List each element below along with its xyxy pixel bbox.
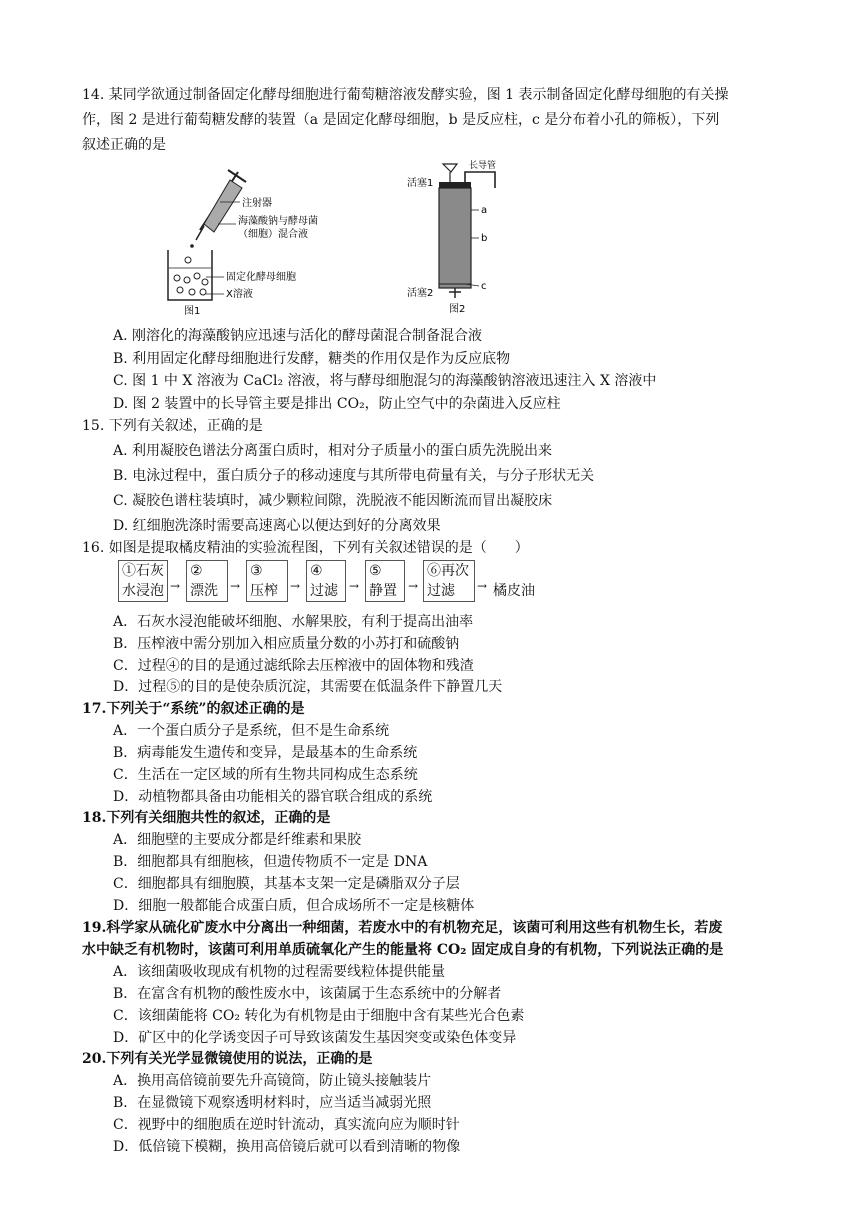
flow-step-4: ④ 过滤 [306,560,346,602]
q15-stem: 15. 下列有关叙述，正确的是 [82,418,263,434]
q15-option-c: C. 凝胶色谱柱装填时，减少颗粒间隙，洗脱液不能因断流而冒出凝胶床 [113,493,553,509]
q17-option-d: D．动植物都具备由功能相关的器官联合组成的系统 [113,789,433,805]
q20-option-b: B．在显微镜下观察透明材料时，应当适当减弱光照 [113,1095,432,1111]
q19-stem-line2: 水中缺乏有机物时，该菌可利用单质硫氧化产生的能量将 CO₂ 固定成自身的有机物，下列说法正确的是 [82,942,724,958]
figure-2 [405,158,545,318]
q16-option-a: A．石灰水浸泡能破坏细胞、水解果胶，有利于提高出油率 [113,614,474,630]
flow-step-1: ①石灰 水浸泡 [118,560,168,602]
arrow-right-icon: → [170,579,181,593]
q20-stem: 20.下列有关光学显微镜使用的说法，正确的是 [82,1051,373,1067]
flow-step-5: ⑤ 静置 [365,560,405,602]
q18-option-c: C．细胞都具有细胞膜，其基本支架一定是磷脂双分子层 [113,876,460,892]
arrow-right-icon: → [408,579,419,593]
fig2-label-a: a [481,205,488,216]
arrow-right-icon: → [477,579,488,593]
q19-stem-line1: 19.科学家从硫化矿废水中分离出一种细菌，若废水中的有机物充足，该菌可利用这些有机物生长，若废 [82,920,723,936]
fig1-caption: 图1 [184,306,201,317]
flow-step-3: ③ 压榨 [246,560,288,602]
q20-option-c: C．视野中的细胞质在逆时针流动，真实流向应为顺时针 [113,1117,460,1133]
q15-option-a: A. 利用凝胶色谱法分离蛋白质时，相对分子质量小的蛋白质先洗脱出来 [113,443,553,459]
q20-option-a: A．换用高倍镜前要先升高镜筒，防止镜头接触装片 [113,1073,432,1089]
fig1-label-mix2: （细胞）混合液 [238,229,308,240]
arrow-right-icon: → [349,579,360,593]
fig1-label-beads: 固定化酵母细胞 [226,272,296,283]
q14-option-a: A. 刚溶化的海藻酸钠应迅速与活化的酵母菌混合制备混合液 [113,328,483,344]
q18-option-d: D．细胞一般都能合成蛋白质，但合成场所不一定是核糖体 [113,898,475,914]
fig2-label-valve1: 活塞1 [407,178,434,189]
q19-option-b: B．在富含有机物的酸性废水中，该菌属于生态系统中的分解者 [113,986,502,1002]
fig1-label-mix1: 海藻酸钠与酵母菌 [238,216,318,227]
flow-step-6: ⑥再次 过滤 [423,560,475,602]
beaker-icon [168,250,212,300]
q17-option-a: A．一个蛋白质分子是系统，但不是生命系统 [113,723,390,739]
q17-stem: 17.下列关于“系统”的叙述正确的是 [82,701,305,717]
fig1-label-injector: 注射器 [242,198,272,209]
q16-option-c: C．过程④的目的是通过滤纸除去压榨液中的固体物和残渣 [113,658,474,674]
q14-stem-line1: 14. 某同学欲通过制备固定化酵母细胞进行葡萄糖溶液发酵实验，图 1 表示制备固定化酵母细胞的有关操 [82,87,729,103]
q20-option-d: D．低倍镜下模糊，换用高倍镜后就可以看到清晰的物像 [113,1139,461,1155]
q19-option-a: A．该细菌吸收现成有机物的过程需要线粒体提供能量 [113,964,446,980]
q15-option-b: B. 电泳过程中，蛋白质分子的移动速度与其所带电荷量有关，与分子形状无关 [113,468,595,484]
q16-option-d: D．过程⑤的目的是使杂质沉淀，其需要在低温条件下静置几天 [113,679,503,695]
flow-final-product: 橘皮油 [493,583,535,599]
q14-option-d: D. 图 2 装置中的长导管主要是排出 CO₂，防止空气中的杂菌进入反应柱 [113,396,561,412]
q16-option-b: B．压榨液中需分别加入相应质量分数的小苏打和硫酸钠 [113,636,460,652]
q18-option-b: B．细胞都具有细胞核，但遗传物质不一定是 DNA [113,854,428,870]
fig2-label-tube: 长导管 [469,161,497,171]
q14-stem-line3: 叙述正确的是 [82,137,166,153]
q19-option-c: C．该细菌能将 CO₂ 转化为有机物是由于细胞中含有某些光合色素 [113,1008,525,1024]
q18-stem: 18.下列有关细胞共性的叙述，正确的是 [82,810,331,826]
q14-option-b: B. 利用固定化酵母细胞进行发酵，糖类的作用仅是作为反应底物 [113,351,511,367]
arrow-right-icon: → [290,579,301,593]
reaction-column-icon [439,164,495,298]
q18-option-a: A．细胞壁的主要成分都是纤维素和果胶 [113,832,362,848]
fig2-label-c: c [481,281,487,292]
q19-option-d: D．矿区中的化学诱变因子可导致该菌发生基因突变或染色体变异 [113,1030,517,1046]
q14-stem-line2: 作，图 2 是进行葡萄糖发酵的装置（a 是固定化酵母细胞，b 是反应柱，c 是分布着小孔的筛板），下列 [82,112,720,128]
fig2-label-valve2: 活塞2 [407,288,434,299]
q16-stem: 16. 如图是提取橘皮精油的实验流程图，下列有关叙述错误的是（ ） [82,540,529,556]
fig2-label-b: b [481,233,488,244]
fig2-caption: 图2 [449,304,466,315]
q17-option-b: B．病毒能发生遗传和变异，是最基本的生命系统 [113,745,418,761]
fig1-label-solution: X溶液 [226,289,253,300]
q15-option-d: D. 红细胞洗涤时需要高速离心以便达到好的分离效果 [113,518,441,534]
arrow-right-icon: → [230,579,241,593]
figure-1 [160,162,330,320]
q17-option-c: C．生活在一定区域的所有生物共同构成生态系统 [113,767,418,783]
flow-step-2: ② 漂洗 [186,560,228,602]
q14-option-c: C. 图 1 中 X 溶液为 CaCl₂ 溶液，将与酵母细胞混匀的海藻酸钠溶液迅速注入 X 溶液中 [113,373,657,389]
